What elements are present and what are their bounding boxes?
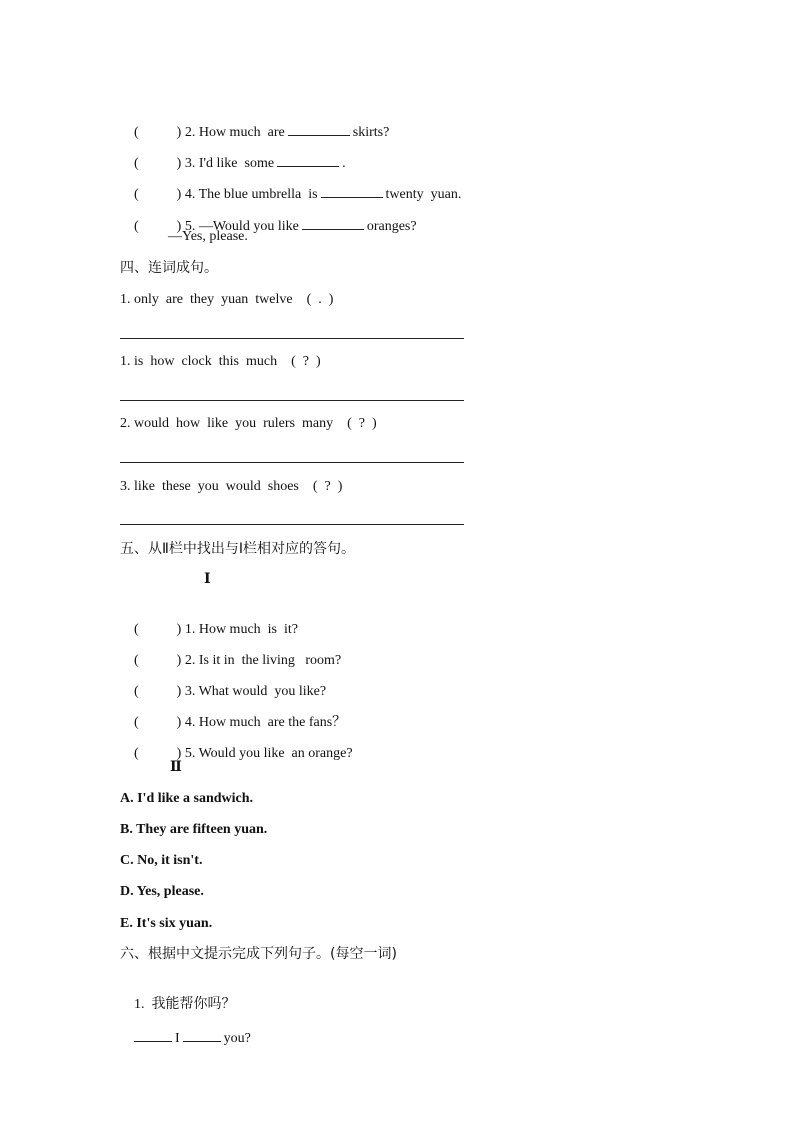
part5-heading: 五、从Ⅱ栏中找出与Ⅰ栏相对应的答句。 <box>120 541 356 557</box>
part5-answer: C. No, it isn't. <box>120 853 203 868</box>
part5-answer: A. I'd like a sandwich. <box>120 791 254 806</box>
part5-answer: D. Yes, please. <box>120 884 204 899</box>
chinese-prompt: 我能帮你吗？ <box>151 996 236 1012</box>
part6-question-1: 1. 我能帮你吗？ <box>134 996 236 1012</box>
part4-heading: 四、连词成句。 <box>120 260 218 276</box>
answer-line[interactable] <box>120 400 464 401</box>
part3-item-5-reply: —Yes, please. <box>168 229 248 244</box>
part5-question: ( ) 1. How much is it? <box>134 622 298 637</box>
part3-item-2: ( ) 2. How much are skirts? <box>120 103 389 160</box>
part5-question: ( ) 3. What would you like? <box>134 684 327 699</box>
part5-question: ( ) 5. Would you like an orange? <box>134 746 353 761</box>
column-2-label: Ⅱ <box>170 760 182 775</box>
answer-line[interactable] <box>120 338 464 339</box>
column-1-label: Ⅰ <box>204 572 211 587</box>
paren-open: ( <box>134 125 139 140</box>
answer-line[interactable] <box>120 524 464 525</box>
answer-blank[interactable] <box>183 1027 221 1042</box>
part5-answer: B. They are fifteen yuan. <box>120 822 268 837</box>
part3-item-3: ( ) 3. I'd like some . <box>120 134 346 191</box>
answer-blank[interactable] <box>321 183 383 198</box>
part3-item-5: ( ) 5. —Would you like oranges? <box>120 197 417 254</box>
answer-line[interactable] <box>120 462 464 463</box>
part6-answer-1: I you? <box>120 1009 251 1066</box>
part5-answer: E. It's six yuan. <box>120 916 213 931</box>
answer-blank[interactable] <box>302 215 364 230</box>
answer-blank[interactable] <box>134 1027 172 1042</box>
part6-heading: 六、根据中文提示完成下列句子。(每空一词) <box>120 946 397 962</box>
part4-item: 1. only are they yuan twelve ( . ) <box>120 292 334 307</box>
part4-item: 3. like these you would shoes ( ? ) <box>120 479 343 494</box>
part5-question: ( ) 4. How much are the fans？ <box>134 715 347 730</box>
part3-item-4: ( ) 4. The blue umbrella is twenty yuan. <box>120 165 461 222</box>
part4-item: 2. would how like you rulers many ( ? ) <box>120 416 377 431</box>
part4-item: 1. is how clock this much ( ? ) <box>120 354 321 369</box>
part5-question: ( ) 2. Is it in the living room? <box>134 653 342 668</box>
